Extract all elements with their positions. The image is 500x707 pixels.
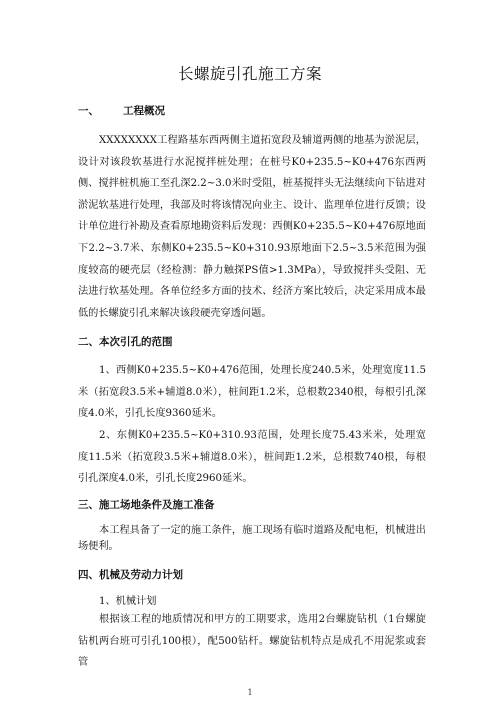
section-1-title: 工程概况 bbox=[123, 105, 165, 117]
section-4-subheading: 1、机械计划 bbox=[99, 596, 157, 607]
section-1-number: 一、 bbox=[78, 105, 99, 117]
section-1-paragraph: XXXXXXXX工程路基东西两侧主道拓宽段及辅道两侧的地基为淤泥层，设计对该段软基进行水泥搅拌桩处理；在桩号K0+235.5~K0+476东西两侧、搅拌桩机施工至孔深2.2~3.0米时受阻，桩基搅拌头无法继续向下钻进对淤泥软基进行处理，我部及时将该情况向业主、设计、监理单位进行反馈；设计单位进行补勘及查看原地勘资料后发现：西侧K0+235.5~K0+476原地面下2.2~3.7米、东侧K0+235.5~K0+310.93原地面下2.5~3.5米范围为强度较高的硬壳层（经检测：静力触探PS值>1.3MPa），导致搅拌头受阻、无法进行软基处理。各单位经多方面的技术、经济方案比较后，决定采用成本最低的长螺旋引孔来解决该段硬壳穿透问题。 bbox=[78, 135, 426, 319]
section-2-heading: 二、本次引孔的范围 bbox=[78, 336, 173, 348]
section-2-paragraph-2: 2、东侧K0+235.5~K0+310.93范围，处理长度75.43米米，处理宽度11.5米（拓宽段3.5米+辅道8.0米），桩间距1.2米，总根数740根，每根引孔深度4.0米，引孔长度2960延米。 bbox=[78, 430, 426, 485]
section-4-paragraph: 根据该工程的地质情况和甲方的工期要求，选用2台螺旋钻机（1台螺旋钻机两台班可引孔100根），配500钻杆。螺旋钻机特点是成孔不用泥浆或套管 bbox=[78, 614, 426, 669]
section-4-heading: 四、机械及劳动力计划 bbox=[78, 569, 183, 581]
document-title: 长螺旋引孔施工方案 bbox=[177, 65, 322, 83]
section-3-heading: 三、施工场地条件及施工准备 bbox=[78, 499, 215, 511]
section-3-paragraph: 本工程具备了一定的施工条件，施工现场有临时道路及配电柜，机械进出场便利。 bbox=[78, 525, 426, 552]
section-2-paragraph-1: 1、西侧K0+235.5~K0+476范围，处理长度240.5米，处理宽度11.5米（拓宽段3.5米+辅道8.0米），桩间距1.2米，总根数2340根，每根引孔深度4.0米，引孔长度9360延米。 bbox=[78, 365, 426, 420]
section-1-heading bbox=[78, 103, 165, 118]
page-number: 1 bbox=[247, 688, 253, 697]
